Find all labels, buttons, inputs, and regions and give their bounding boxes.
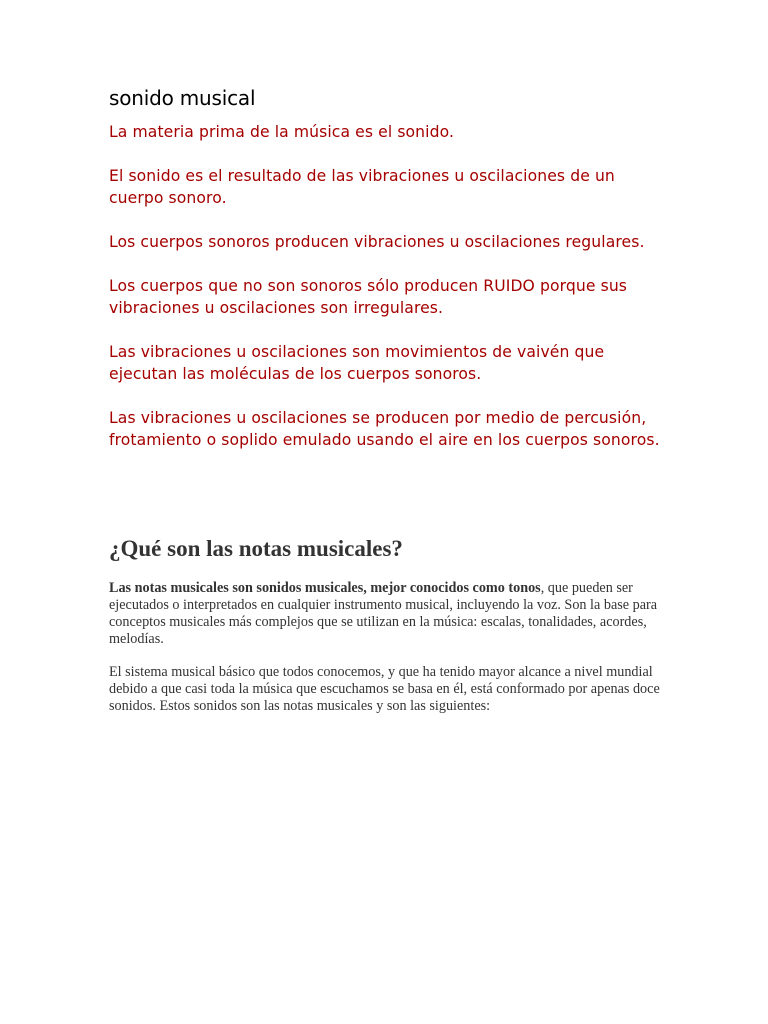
red-paragraph-3: Los cuerpos sonoros producen vibraciones u oscilaciones regulares. — [109, 233, 645, 251]
red-paragraph-1: La materia prima de la música es el sonido. — [109, 123, 455, 141]
red-paragraph-6: Las vibraciones u oscilaciones se producen por medio de percusión, frotamiento o soplido emulado usando el aire en los cuerpos sonoros. — [109, 409, 660, 449]
page-title: sonido musical — [109, 86, 256, 110]
red-paragraph-2: El sonido es el resultado de las vibraciones u oscilaciones de un cuerpo sonoro. — [109, 167, 615, 207]
red-paragraph-4: Los cuerpos que no son sonoros sólo producen RUIDO porque sus vibraciones u oscilaciones son irregulares. — [109, 277, 628, 317]
notes-paragraph-1 — [109, 580, 669, 648]
notes-section — [109, 580, 669, 731]
red-paragraph-5: Las vibraciones u oscilaciones son movimientos de vaivén que ejecutan las moléculas de los cuerpos sonoros. — [109, 343, 605, 383]
notes-paragraph-2: El sistema musical básico que todos conocemos, y que ha tenido mayor alcance a nivel mundial debido a que casi toda la música que escuchamos se basa en él, está conformado por apenas doce sonidos. Estos sonidos son las notas musicales y son las siguientes: — [109, 664, 660, 714]
section-heading: ¿Qué son las notas musicales? — [109, 536, 403, 561]
notes-paragraph-1-rest: , que pueden ser ejecutados o interpretados en cualquier instrumento musical, incluyendo la voz. Son la base para conceptos musicales más complejos que se utilizan en la música: escalas, tonalidades, acordes, melodías. — [109, 580, 658, 647]
notes-paragraph-1-bold: Las notas musicales son sonidos musicales, mejor conocidos como tonos — [109, 580, 541, 596]
red-text-section — [109, 121, 669, 473]
